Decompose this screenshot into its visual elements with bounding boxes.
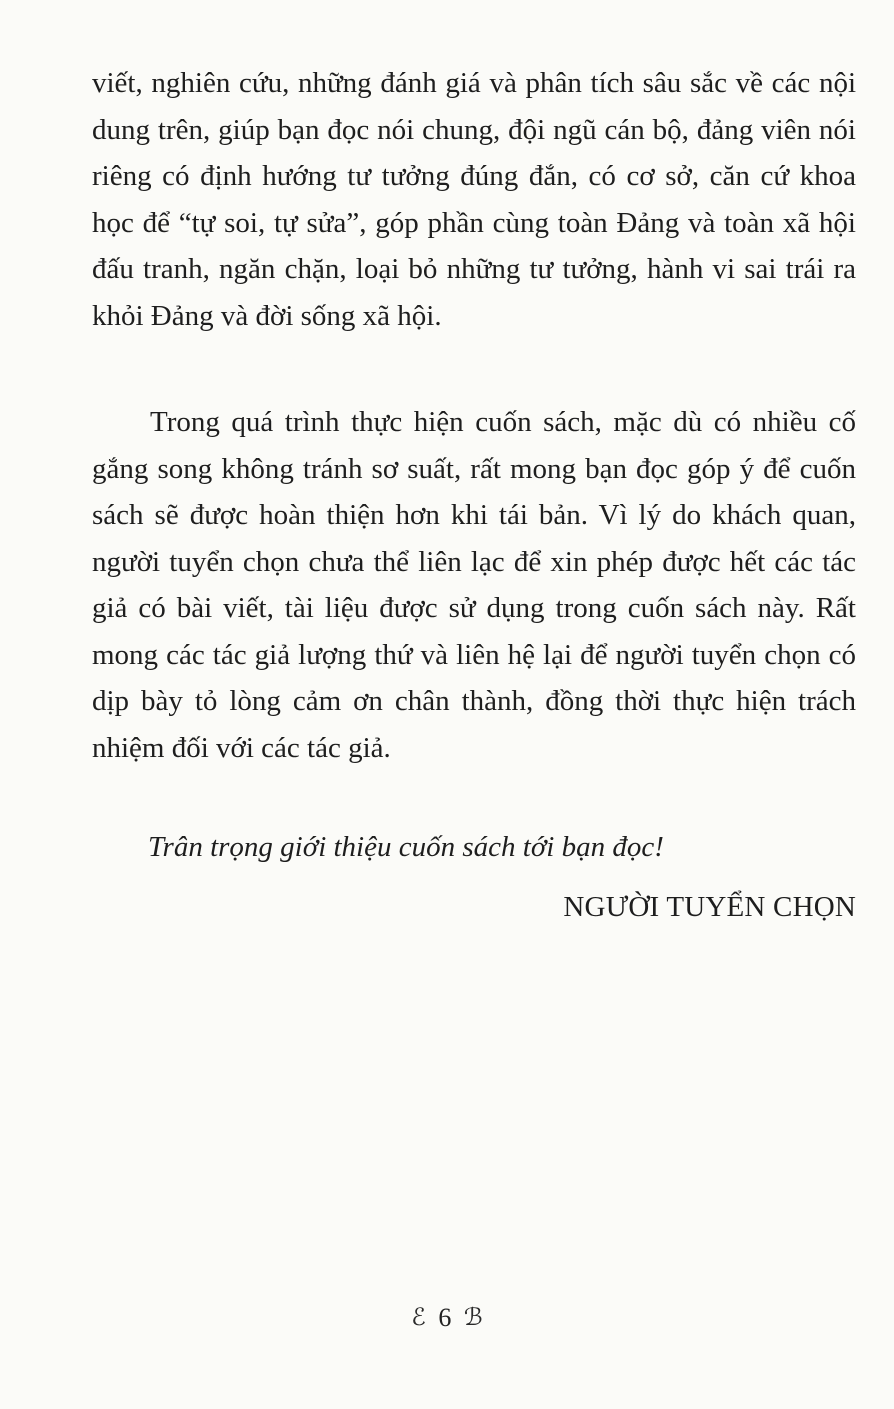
closing-line: Trân trọng giới thiệu cuốn sách tới bạn đọc! <box>148 831 664 863</box>
page-number: 6 <box>438 1303 452 1332</box>
body-paragraph-2: Trong quá trình thực hiện cuốn sách, mặc dù có nhiều cố gắng song không tránh sơ suất, rất mong bạn đọc góp ý để cuốn sách sẽ được hoàn thiện hơn khi tái bản. Vì lý do khách quan, người tuyển chọn chưa thể liên lạc để xin phép được hết các tác giả có bài viết, tài liệu được sử dụng trong cuốn sách này. Rất mong các tác giả lượng thứ và liên hệ lại để người tuyển chọn có dịp bày tỏ lòng cảm ơn chân thành, đồng thời thực hiện trách nhiệm đối với các tác giả. <box>92 406 856 764</box>
body-paragraph-1: viết, nghiên cứu, những đánh giá và phân tích sâu sắc về các nội dung trên, giúp bạn đọc nói chung, đội ngũ cán bộ, đảng viên nói riêng có định hướng tư tưởng đúng đắn, có cơ sở, căn cứ khoa học để “tự soi, tự sửa”, góp phần cùng toàn Đảng và toàn xã hội đấu tranh, ngăn chặn, loại bỏ những tư tưởng, hành vi sai trái ra khỏi Đảng và đời sống xã hội. <box>92 67 856 332</box>
page-footer <box>0 1300 894 1336</box>
left-ornament-icon: ℰ <box>411 1305 426 1331</box>
right-ornament-icon: ℬ <box>463 1305 483 1331</box>
signature: NGƯỜI TUYỂN CHỌN <box>563 891 856 923</box>
